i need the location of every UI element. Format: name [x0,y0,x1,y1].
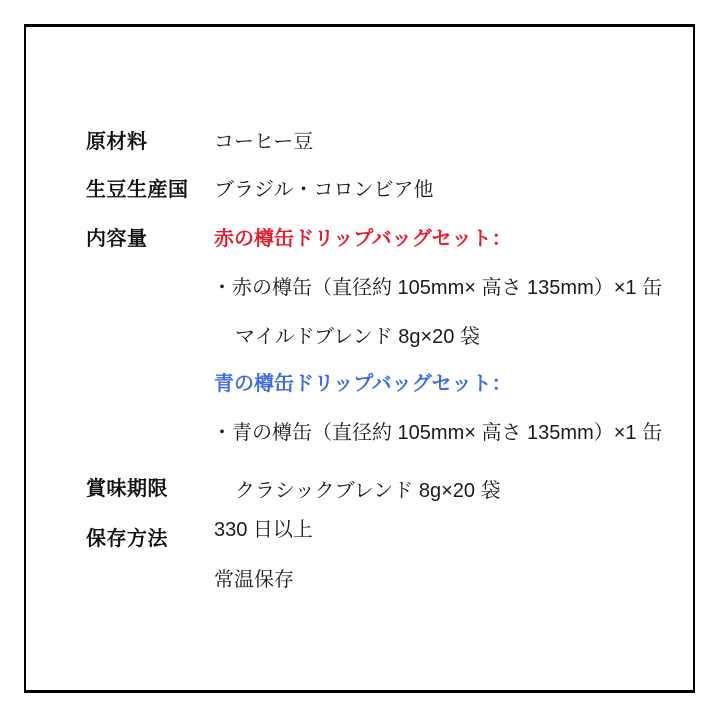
label-bean-origin: 生豆生産国 [86,179,189,201]
page-border-frame [24,24,695,693]
value-red-set-item: ・赤の樽缶（直径約 105mm× 高さ 135mm）×1 缶 [212,277,663,299]
value-ingredients: コーヒー豆 [214,131,314,153]
value-best-before: 330 日以上 [214,519,313,541]
value-bean-origin: ブラジル・コロンビア他 [214,179,434,201]
value-blue-set-item: ・青の樽缶（直径約 105mm× 高さ 135mm）×1 缶 [212,422,663,444]
value-storage: 常温保存 [214,569,294,591]
label-best-before: 賞味期限 [86,478,168,500]
label-contents: 内容量 [86,228,148,250]
value-red-set-blend: マイルドブレンド 8g×20 袋 [235,326,480,348]
label-ingredients: 原材料 [86,131,148,153]
value-blue-set-blend: クラシックブレンド 8g×20 袋 [235,480,501,502]
value-red-set-heading: 赤の樽缶ドリップバッグセット： [214,228,512,250]
value-blue-set-heading: 青の樽缶ドリップバッグセット： [214,373,512,395]
label-storage: 保存方法 [86,528,168,550]
